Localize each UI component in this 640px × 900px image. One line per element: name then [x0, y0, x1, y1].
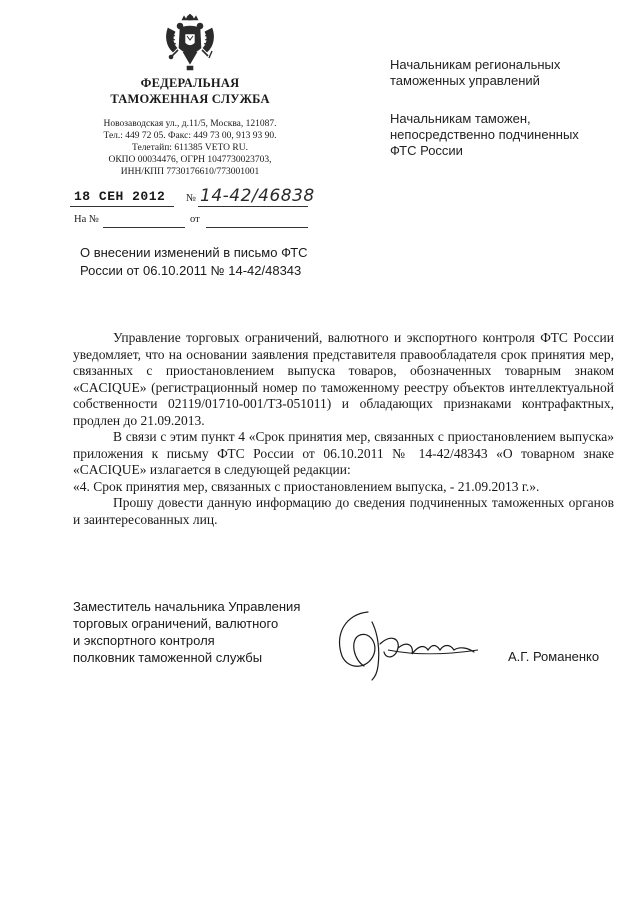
ref-date-label: от	[190, 214, 200, 225]
org-requisites	[60, 118, 320, 178]
signatory-title-line: Заместитель начальника Управления	[73, 599, 301, 614]
requisites-okpo: ОКПО 00034476, ОГРН 1047730023703,	[108, 155, 272, 165]
ref-number-underline	[103, 227, 185, 228]
handwritten-signature	[328, 604, 488, 682]
number-underline	[198, 206, 308, 207]
body-paragraph-3: «4. Срок принятия мер, связанных с приостановлением выпуска, - 21.09.2013 г.».	[73, 478, 540, 494]
requisites-inn: ИНН/КПП 7730176610/773001001	[120, 167, 260, 177]
date-stamp: 18 СЕН 2012	[74, 189, 166, 204]
requisites-teletype: Телетайп: 611385 VETO RU.	[132, 143, 248, 153]
addressee-line: Начальникам региональных	[390, 57, 561, 72]
signatory-name: А.Г. Романенко	[508, 649, 600, 664]
subject-line: России от 06.10.2011 № 14-42/48343	[80, 263, 302, 278]
number-prefix: №	[186, 193, 197, 204]
date-underline	[70, 206, 174, 207]
addressee-customs	[390, 111, 579, 159]
signatory-title-line: и экспортного контроля	[73, 633, 215, 648]
letter-body	[73, 330, 614, 528]
addressee-line: Начальникам таможен,	[390, 111, 531, 126]
body-paragraph-4: Прошу довести данную информацию до сведения подчиненных таможенных органов и заинтересованных лиц.	[73, 495, 614, 527]
addressee-regional	[390, 57, 560, 89]
signatory-title-line: полковник таможенной службы	[73, 650, 263, 665]
ref-date-underline	[206, 227, 308, 228]
letter-subject	[80, 244, 350, 280]
subject-line: О внесении изменений в письмо ФТС	[80, 245, 308, 260]
body-paragraph-1: Управление торговых ограничений, валютного и экспортного контроля ФТС России уведомляет, что на основании заявления представителя правообладателя срок принятия мер, связанных с приостановлением выпуска товаров, обозначенных товарным знаком «CACIQUE» (регистрационный номер по таможенному реестру объектов интеллектуальной собственности 02119/01710-001/ТЗ-051011) и обладающих признаками контрафактных, продлен до 21.09.2013.	[73, 330, 614, 428]
addressee-line: таможенных управлений	[390, 73, 540, 88]
double-headed-eagle-emblem-icon	[163, 14, 217, 72]
org-name-line1: ФЕДЕРАЛЬНАЯ	[140, 76, 240, 90]
org-name-line2: ТАМОЖЕННАЯ СЛУЖБА	[110, 92, 270, 106]
addressee-line: непосредственно подчиненных	[390, 127, 579, 142]
signatory-title	[73, 598, 300, 666]
body-paragraph-2: В связи с этим пункт 4 «Срок принятия мер, связанных с приостановлением выпуска» приложения к письму ФТС России от 06.10.2011 № 14-42/48343 «О товарном знаке «CACIQUE» излагается в следующей редакции:	[73, 429, 614, 477]
handwritten-reg-number: 14-42/46838	[200, 186, 315, 206]
ref-number-label: На №	[74, 214, 99, 225]
requisites-address: Новозаводская ул., д.11/5, Москва, 121087.	[103, 119, 277, 129]
addressee-line: ФТС России	[390, 143, 463, 158]
requisites-phone: Тел.: 449 72 05. Факс: 449 73 00, 913 93 90.	[103, 131, 277, 141]
signatory-title-line: торговых ограничений, валютного	[73, 616, 279, 631]
